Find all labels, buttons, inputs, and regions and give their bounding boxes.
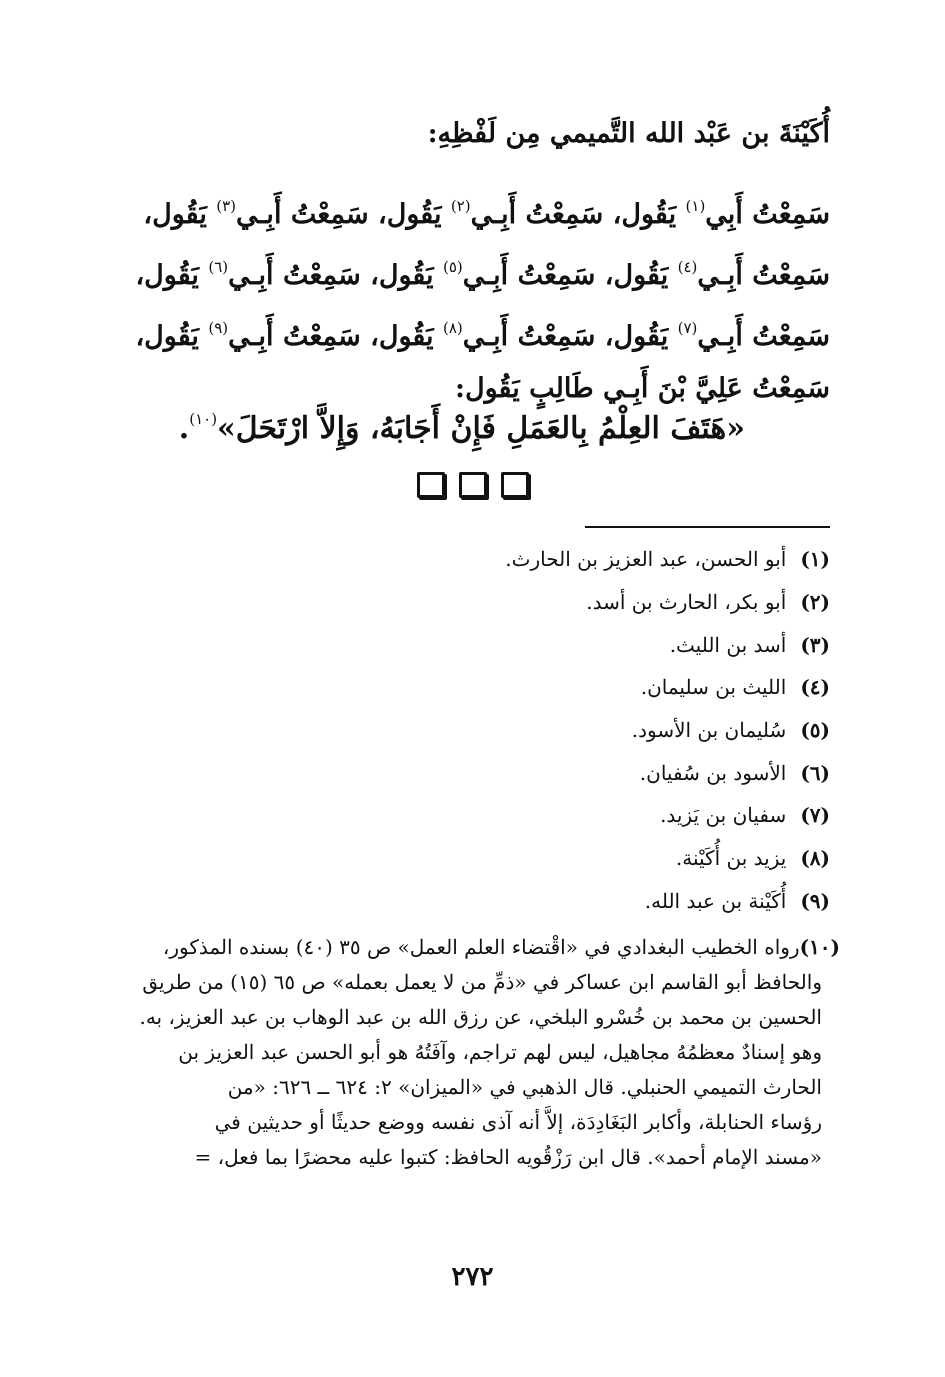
body-line bbox=[105, 241, 830, 302]
footnote-item bbox=[105, 751, 830, 794]
body-text-segment: يَقُول، سَمِعْتُ أَبِـي bbox=[462, 260, 678, 291]
footnote-10-line bbox=[105, 1035, 840, 1070]
body-line bbox=[105, 302, 830, 363]
footnote-ref: (١) bbox=[685, 197, 706, 215]
footnote-ref: (٤) bbox=[677, 258, 698, 276]
footnote-10-line bbox=[105, 1070, 840, 1105]
footnote-text: الأسود بن سُفيان. bbox=[639, 760, 787, 785]
footnote-number: (١) bbox=[800, 547, 830, 572]
footnote-text: سفيان بن يَزيد. bbox=[660, 803, 787, 828]
body-line bbox=[105, 180, 830, 241]
body-text-segment: سَمِعْتُ عَلِيَّ بْنَ أَبِـي طَالِبٍ يَقُول: bbox=[455, 373, 830, 404]
footnote-10-line bbox=[105, 965, 840, 1000]
separator-square-icon bbox=[501, 472, 529, 498]
footnote-10-line bbox=[105, 1000, 840, 1035]
section-separator bbox=[0, 472, 945, 498]
quote-text: «هَتَفَ العِلْمُ بِالعَمَلِ فَإِنْ أَجَابَهُ، وَإِلاَّ ارْتَحَلَ» bbox=[217, 411, 745, 446]
footnote-text: أُكَيْنة بن عبد الله. bbox=[644, 888, 787, 913]
footnote-number: (٨) bbox=[800, 846, 830, 871]
footnote-number: (٧) bbox=[800, 803, 830, 828]
footnote-item bbox=[105, 880, 830, 923]
footnote-10-text: «مسند الإمام أحمد». قال ابن رَزْقُويه الحافظ: كتبوا عليه محضرًا بما فعل، = bbox=[194, 1145, 822, 1169]
footnote-ref: (٥) bbox=[442, 258, 463, 276]
footnote-10-text: وهو إسنادٌ معظمُهُ مجاهيل، ليس لهم تراجم، وآفَتُهُ هو أبو الحسن عبد العزيز بن bbox=[178, 1040, 822, 1064]
page-number: ٢٧٢ bbox=[451, 1262, 494, 1292]
footnote-number: (١٠) bbox=[799, 935, 840, 959]
footnote-number: (٢) bbox=[800, 590, 830, 615]
quote-end-mark: . bbox=[178, 411, 190, 446]
body-text-segment: سَمِعْتُ أَبِـي bbox=[697, 260, 830, 291]
body-line bbox=[105, 363, 830, 415]
footnote-ref: (٨) bbox=[442, 319, 463, 337]
footnote-divider bbox=[585, 526, 830, 528]
body-text-segment: يَقُول، سَمِعْتُ أَبِـي bbox=[228, 321, 443, 352]
separator-square-icon bbox=[417, 472, 445, 498]
body-text-segment: سَمِعْتُ أَبِي bbox=[705, 199, 830, 230]
footnote-item bbox=[105, 709, 830, 752]
footnote-number: (٩) bbox=[800, 888, 830, 913]
body-text-segment: يَقُول، سَمِعْتُ أَبِـي bbox=[470, 199, 686, 230]
body-text-segment: يَقُول، سَمِعْتُ أَبِـي bbox=[236, 199, 451, 230]
footnote-10-line bbox=[105, 1105, 840, 1140]
footnote-text: أسد بن الليث. bbox=[669, 632, 787, 657]
footnote-ref: (٦) bbox=[208, 258, 229, 276]
footnote-item bbox=[105, 837, 830, 880]
footnote-10-text: رؤساء الحنابلة، وأكابر البَغَادِدَة، إلاَّ أنه آذى نفسه ووضع حديثًا أو حديثين في bbox=[214, 1110, 822, 1134]
footnote-ref: (٣) bbox=[216, 197, 237, 215]
footnote-number: (٦) bbox=[800, 760, 830, 785]
footnote-item bbox=[105, 666, 830, 709]
footnote-item bbox=[105, 794, 830, 837]
footnote-ref: (٢) bbox=[450, 197, 471, 215]
footnote-text: الليث بن سليمان. bbox=[640, 675, 787, 700]
footnote-number: (٥) bbox=[800, 718, 830, 743]
isnad-chain-text bbox=[105, 180, 830, 415]
footnote-item bbox=[105, 581, 830, 624]
footnote-10 bbox=[105, 930, 840, 1175]
body-text-segment: يَقُول، bbox=[135, 260, 209, 291]
footnote-number: (٤) bbox=[800, 675, 830, 700]
body-text-segment: سَمِعْتُ أَبِـي bbox=[697, 321, 830, 352]
quote-line bbox=[179, 410, 745, 446]
footnote-10-text: الحارث التميمي الحنبلي. قال الذهبي في «الميزان» ٢: ٦٢٤ ــ ٦٢٦: «من bbox=[227, 1075, 822, 1099]
body-text-segment: يَقُول، سَمِعْتُ أَبِـي bbox=[462, 321, 678, 352]
section-heading: أُكَيْنَةَ بن عَبْد الله التَّميمي مِن لَفْظِهِ: bbox=[427, 118, 830, 149]
footnote-number: (٣) bbox=[800, 632, 830, 657]
footnote-ref: (٩) bbox=[208, 319, 229, 337]
footnote-item bbox=[105, 623, 830, 666]
body-text-segment: يَقُول، bbox=[135, 321, 209, 352]
footnote-text: أبو بكر، الحارث بن أسد. bbox=[586, 590, 787, 615]
footnote-10-line bbox=[105, 930, 840, 965]
footnote-text: أبو الحسن، عبد العزيز بن الحارث. bbox=[505, 547, 787, 572]
footnote-10-text: والحافظ أبو القاسم ابن عساكر في «ذمِّ من لا يعمل بعمله» ص ٦٥ (١٥) من طريق bbox=[142, 970, 822, 994]
footnote-text: سُليمان بن الأسود. bbox=[631, 718, 787, 743]
body-text-segment: يَقُول، bbox=[143, 199, 217, 230]
body-text-segment: يَقُول، سَمِعْتُ أَبِـي bbox=[228, 260, 443, 291]
quote-footnote-ref: (١٠) bbox=[189, 410, 218, 428]
footnote-10-text: الحسين بن محمد بن خُسْرو البلخي، عن رزق الله بن عبد الوهاب بن عبد العزيز، به. bbox=[139, 1005, 822, 1029]
separator-square-icon bbox=[459, 472, 487, 498]
footnotes-list bbox=[105, 538, 830, 922]
footnote-item bbox=[105, 538, 830, 581]
footnote-10-text: رواه الخطيب البغدادي في «اقْتضاء العلم العمل» ص ٣٥ (٤٠) بسنده المذكور، bbox=[162, 935, 800, 959]
footnote-ref: (٧) bbox=[677, 319, 698, 337]
footnote-text: يزيد بن أُكَيْنة. bbox=[675, 846, 787, 871]
footnote-10-line bbox=[105, 1140, 840, 1175]
